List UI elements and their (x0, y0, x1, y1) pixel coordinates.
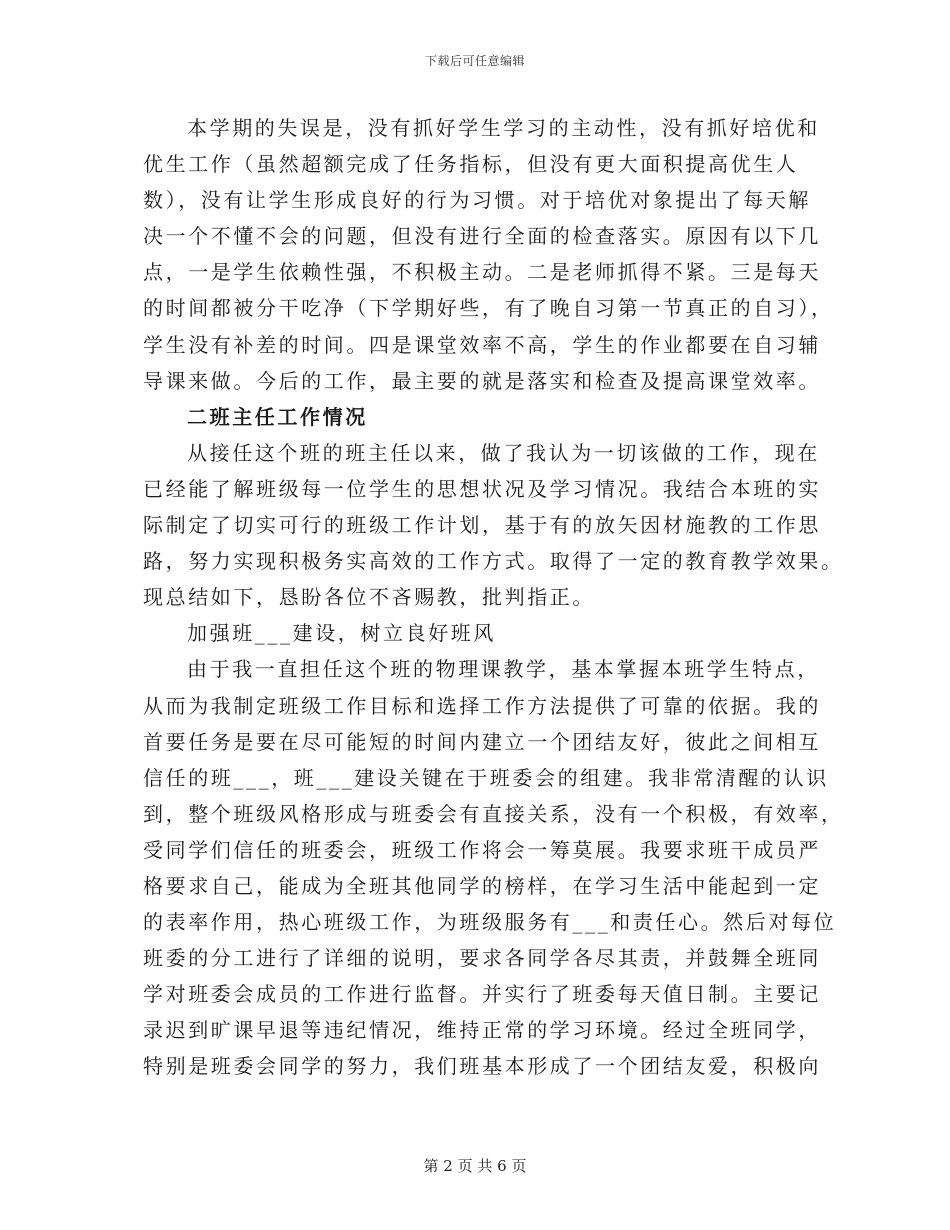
paragraph-line: 信任的班___，班___建设关键在于班委会的组建。我非常清醒的认识 (143, 765, 829, 790)
paragraph-line: 学生没有补差的时间。四是课堂效率不高，学生的作业都要在自习辅 (143, 332, 821, 357)
paragraph-line: 格要求自己，能成为全班其他同学的榜样，在学习生活中能起到一定 (143, 873, 821, 898)
paragraph-line: 从接任这个班的班主任以来，做了我认为一切该做的工作，现在 (187, 440, 820, 465)
paragraph-line: 学对班委会成员的工作进行监督。并实行了班委每天值日制。主要记 (143, 982, 821, 1007)
paragraph-line: 的表率作用，热心班级工作，为班级服务有___和责任心。然后对每位 (143, 910, 837, 935)
paragraph-line: 数），没有让学生形成良好的行为习惯。对于培优对象提出了每天解 (143, 188, 811, 213)
page-header: 下载后可任意编辑 (424, 54, 525, 68)
paragraph-line: 特别是班委会同学的努力，我们班基本形成了一个团结友爱，积极向 (143, 1054, 821, 1079)
paragraph-line: 由于我一直担任这个班的物理课教学，基本掌握本班学生特点， (187, 657, 820, 682)
paragraph-line: 从而为我制定班级工作目标和选择工作方法提供了可靠的依据。我的 (143, 693, 821, 718)
paragraph-line: 导课来做。今后的工作，最主要的就是落实和检查及提高课堂效率。 (143, 368, 821, 393)
paragraph-line: 路，努力实现积极务实高效的工作方式。取得了一定的教育教学效果。 (143, 549, 844, 574)
document-body (143, 110, 844, 1085)
paragraph-line: 的时间都被分干吃净（下学期好些，有了晚自习第一节真正的自习）， (143, 296, 834, 321)
paragraph-line: 本学期的失误是，没有抓好学生学习的主动性，没有抓好培优和 (187, 116, 820, 140)
paragraph-line: 际制定了切实可行的班级工作计划，基于有的放矢因材施教的工作思 (143, 513, 821, 538)
paragraph-line: 已经能了解班级每一位学生的思想状况及学习情况。我结合本班的实 (143, 476, 821, 501)
paragraph-line: 到，整个班级风格形成与班委会有直接关系，没有一个积极，有效率， (143, 801, 844, 826)
page-number: 第 2 页 共 6 页 (423, 1157, 527, 1175)
paragraph-line: 优生工作（虽然超额完成了任务指标，但没有更大面积提高优生人 (143, 152, 799, 177)
paragraph-line: 班委的分工进行了详细的说明，要求各同学各尽其责，并鼓舞全班同 (143, 946, 821, 971)
paragraph-line: 首要任务是要在尽可能短的时间内建立一个团结友好，彼此之间相互 (143, 729, 821, 754)
paragraph-line: 点，一是学生依赖性强，不积极主动。二是老师抓得不紧。三是每天 (143, 260, 821, 285)
paragraph-line: 录迟到旷课早退等违纪情况，维持正常的学习环境。经过全班同学， (143, 1018, 821, 1043)
subsection-heading: 加强班___建设，树立良好班风 (187, 621, 496, 646)
paragraph-line: 决一个不懂不会的问题，但没有进行全面的检查落实。原因有以下几 (143, 224, 821, 249)
paragraph-line: 现总结如下，恳盼各位不吝赐教，批判指正。 (143, 585, 595, 610)
section-heading: 二班主任工作情况 (187, 404, 368, 429)
paragraph-line: 受同学们信任的班委会，班级工作将会一筹莫展。我要求班干成员严 (143, 837, 821, 862)
